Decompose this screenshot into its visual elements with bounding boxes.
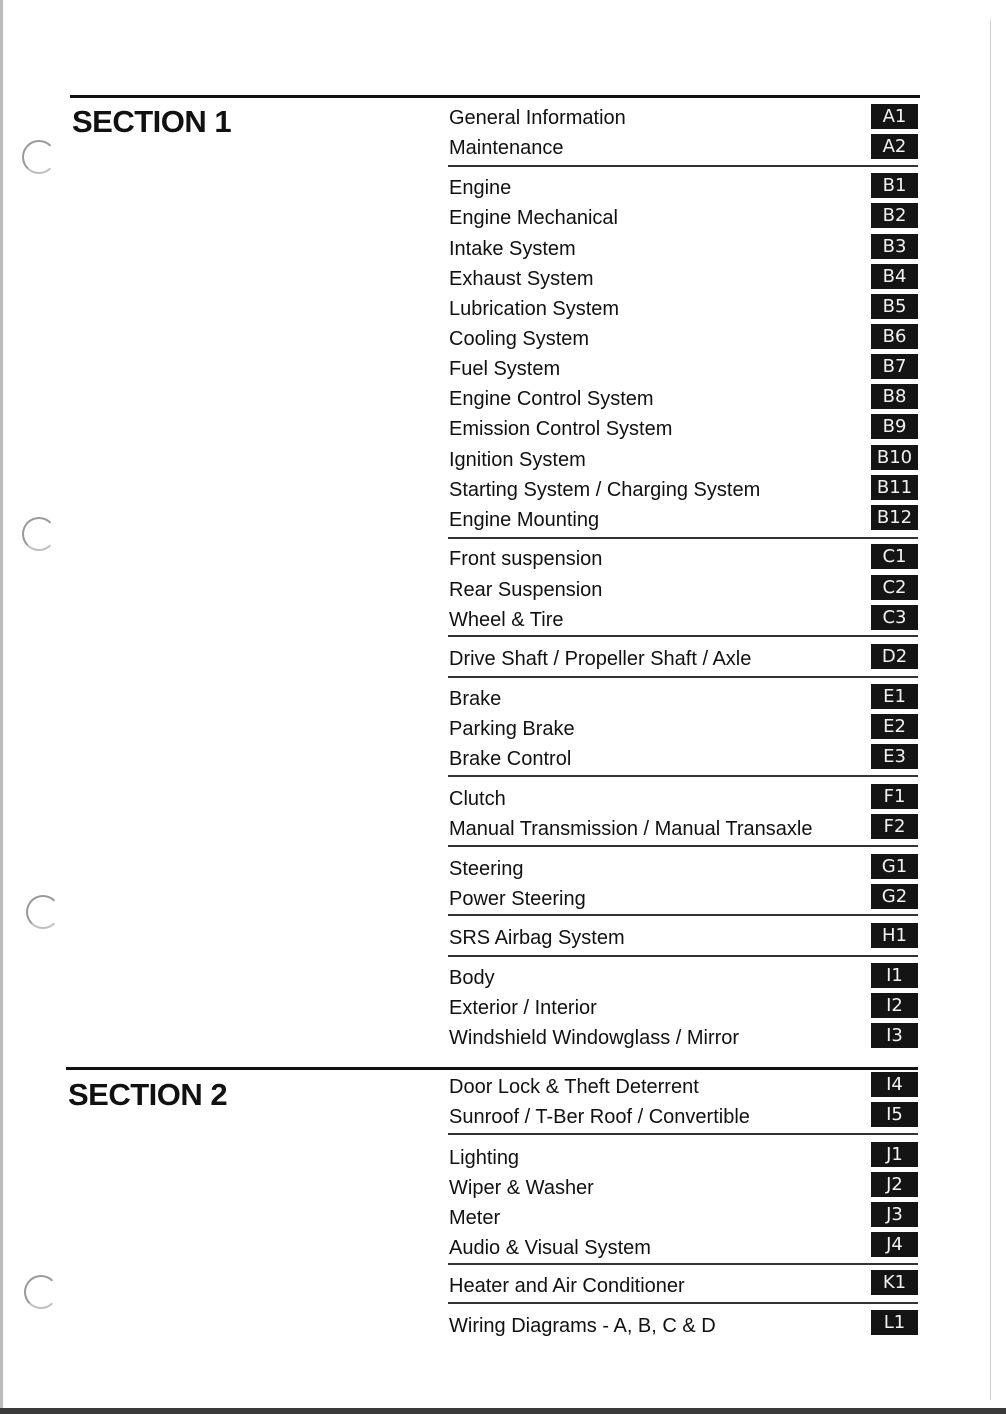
toc-entry-title[interactable]: Fuel System bbox=[449, 358, 561, 380]
toc-entry-title[interactable]: Audio & Visual System bbox=[449, 1237, 651, 1259]
section-2-title: SECTION 2 bbox=[68, 1077, 228, 1112]
toc-entry-title[interactable]: Wheel & Tire bbox=[449, 609, 564, 631]
page-edge-right bbox=[990, 20, 991, 1400]
toc-entry-title[interactable]: Brake bbox=[449, 688, 502, 710]
toc-tab-code[interactable]: B2 bbox=[871, 203, 918, 228]
toc-entry-title[interactable]: Intake System bbox=[449, 238, 576, 260]
toc-tab-code[interactable]: J2 bbox=[871, 1172, 918, 1197]
toc-tab-code[interactable]: E2 bbox=[871, 714, 918, 739]
section-2-rule bbox=[66, 1067, 918, 1070]
toc-entry-title[interactable]: Lubrication System bbox=[449, 298, 620, 320]
toc-entry-title[interactable]: Clutch bbox=[449, 788, 506, 810]
toc-entry-title[interactable]: Cooling System bbox=[449, 328, 590, 350]
toc-entry-title[interactable]: Manual Transmission / Manual Transaxle bbox=[449, 818, 813, 840]
binder-hole bbox=[22, 517, 56, 551]
toc-tab-code[interactable]: F1 bbox=[871, 784, 918, 809]
toc-entry-title[interactable]: Exhaust System bbox=[449, 268, 594, 290]
toc-tab-code[interactable]: I1 bbox=[871, 963, 918, 988]
toc-entry-title[interactable]: Engine Control System bbox=[449, 388, 654, 410]
toc-entry-title[interactable]: Engine Mechanical bbox=[449, 207, 618, 229]
group-divider bbox=[448, 1302, 918, 1304]
toc-tab-code[interactable]: C2 bbox=[871, 575, 918, 600]
toc-entry-title[interactable]: Exterior / Interior bbox=[449, 997, 597, 1019]
toc-tab-code[interactable]: B8 bbox=[871, 384, 918, 409]
toc-tab-code[interactable]: G2 bbox=[871, 884, 918, 909]
page-edge-left bbox=[0, 0, 3, 1414]
toc-tab-code[interactable]: B1 bbox=[871, 173, 918, 198]
toc-tab-code[interactable]: I5 bbox=[871, 1102, 918, 1127]
toc-entry-title[interactable]: Wiring Diagrams - A, B, C & D bbox=[449, 1315, 716, 1337]
toc-tab-code[interactable]: D2 bbox=[871, 644, 918, 669]
toc-entry-title[interactable]: Drive Shaft / Propeller Shaft / Axle bbox=[449, 648, 752, 670]
toc-tab-code[interactable]: E1 bbox=[871, 684, 918, 709]
group-divider bbox=[448, 1263, 918, 1265]
group-divider bbox=[448, 914, 918, 916]
toc-entry-title[interactable]: Meter bbox=[449, 1207, 501, 1229]
toc-tab-code[interactable]: I2 bbox=[871, 993, 918, 1018]
toc-tab-code[interactable]: B5 bbox=[871, 294, 918, 319]
toc-tab-code[interactable]: F2 bbox=[871, 814, 918, 839]
toc-tab-code[interactable]: A1 bbox=[871, 104, 918, 129]
toc-entry-title[interactable]: Emission Control System bbox=[449, 418, 673, 440]
toc-entry-title[interactable]: Windshield Windowglass / Mirror bbox=[449, 1027, 740, 1049]
group-divider bbox=[448, 1133, 918, 1135]
group-divider bbox=[448, 955, 918, 957]
toc-entry-title[interactable]: Ignition System bbox=[449, 449, 586, 471]
toc-entry-title[interactable]: Body bbox=[449, 967, 495, 989]
toc-entry-title[interactable]: Wiper & Washer bbox=[449, 1177, 594, 1199]
toc-tab-code[interactable]: H1 bbox=[871, 923, 918, 948]
toc-tab-code[interactable]: E3 bbox=[871, 744, 918, 769]
toc-entry-title[interactable]: Maintenance bbox=[449, 137, 564, 159]
toc-tab-code[interactable]: J3 bbox=[871, 1202, 918, 1227]
toc-tab-code[interactable]: G1 bbox=[871, 854, 918, 879]
toc-tab-code[interactable]: J1 bbox=[871, 1142, 918, 1167]
toc-entry-title[interactable]: Parking Brake bbox=[449, 718, 575, 740]
group-divider bbox=[448, 676, 918, 678]
toc-entry-title[interactable]: SRS Airbag System bbox=[449, 927, 625, 949]
toc-entry-title[interactable]: Door Lock & Theft Deterrent bbox=[449, 1076, 699, 1098]
toc-entry-title[interactable]: Starting System / Charging System bbox=[449, 479, 761, 501]
toc-tab-code[interactable]: B12 bbox=[871, 505, 918, 530]
toc-tab-code[interactable]: I3 bbox=[871, 1023, 918, 1048]
toc-tab-code[interactable]: B4 bbox=[871, 264, 918, 289]
section-1-title: SECTION 1 bbox=[72, 104, 232, 139]
toc-tab-code[interactable]: C1 bbox=[871, 544, 918, 569]
toc-entry-title[interactable]: Power Steering bbox=[449, 888, 586, 910]
toc-tab-code[interactable]: B10 bbox=[871, 445, 918, 470]
toc-tab-code[interactable]: J4 bbox=[871, 1232, 918, 1257]
toc-entry-title[interactable]: Engine bbox=[449, 177, 512, 199]
section-1-rule bbox=[70, 95, 920, 98]
toc-entry-title[interactable]: Front suspension bbox=[449, 548, 603, 570]
toc-tab-code[interactable]: B7 bbox=[871, 354, 918, 379]
toc-tab-code[interactable]: B11 bbox=[871, 475, 918, 500]
group-divider bbox=[448, 845, 918, 847]
toc-entry-title[interactable]: Brake Control bbox=[449, 748, 572, 770]
toc-entry-title[interactable]: Rear Suspension bbox=[449, 579, 603, 601]
group-divider bbox=[448, 165, 918, 167]
toc-tab-code[interactable]: K1 bbox=[871, 1270, 918, 1295]
group-divider bbox=[448, 635, 918, 637]
toc-entry-title[interactable]: Lighting bbox=[449, 1147, 520, 1169]
toc-tab-code[interactable]: I4 bbox=[871, 1072, 918, 1097]
toc-entry-title[interactable]: Sunroof / T-Ber Roof / Convertible bbox=[449, 1106, 750, 1128]
binder-hole bbox=[22, 140, 56, 174]
toc-entry-title[interactable]: Heater and Air Conditioner bbox=[449, 1275, 685, 1297]
toc-tab-code[interactable]: A2 bbox=[871, 134, 918, 159]
toc-tab-code[interactable]: C3 bbox=[871, 605, 918, 630]
toc-tab-code[interactable]: B6 bbox=[871, 324, 918, 349]
page-edge-bottom bbox=[0, 1408, 1006, 1414]
toc-tab-code[interactable]: B3 bbox=[871, 234, 918, 259]
group-divider bbox=[448, 537, 918, 539]
toc-entry-title[interactable]: Steering bbox=[449, 858, 524, 880]
binder-hole bbox=[24, 1275, 58, 1309]
toc-entry-title[interactable]: General Information bbox=[449, 107, 626, 129]
toc-tab-code[interactable]: L1 bbox=[871, 1310, 918, 1335]
group-divider bbox=[448, 775, 918, 777]
binder-hole bbox=[26, 895, 60, 929]
toc-tab-code[interactable]: B9 bbox=[871, 414, 918, 439]
toc-entry-title[interactable]: Engine Mounting bbox=[449, 509, 600, 531]
